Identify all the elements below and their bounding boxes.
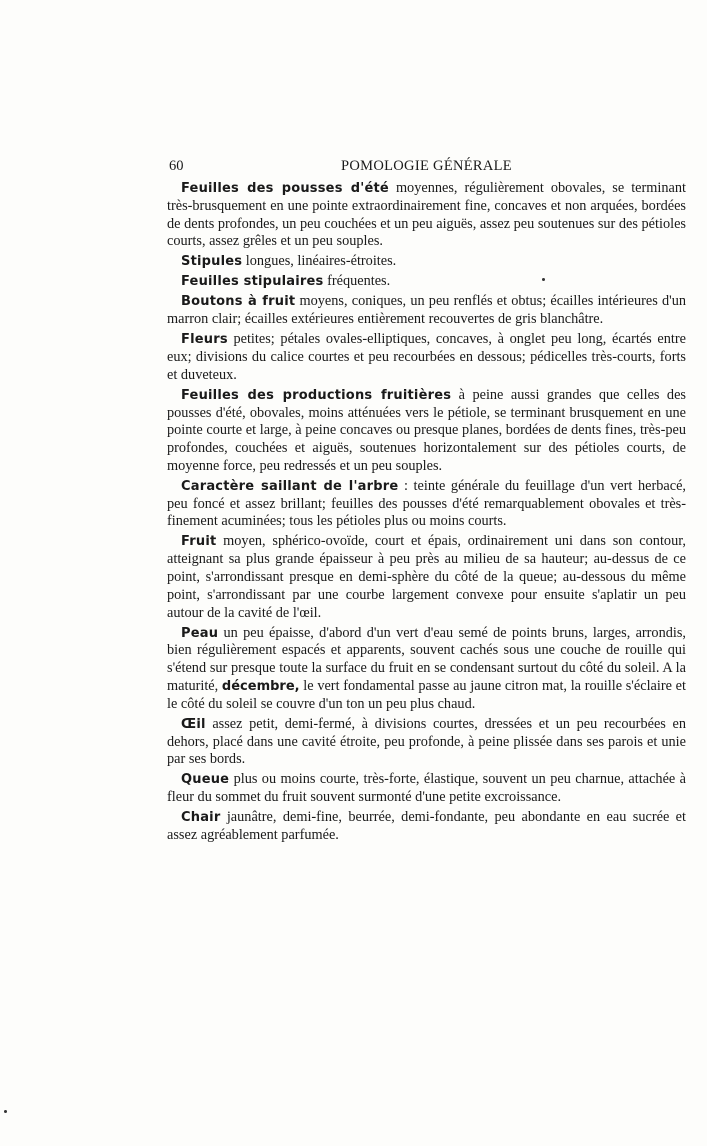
paragraph-text: plus ou moins courte, très-forte, élastique, souvent un peu charnue, attachée à fleur du sommet du fruit souvent surmonté d'une petite excroissance. xyxy=(167,771,686,806)
paragraph-lead: Feuilles stipulaires xyxy=(181,274,324,290)
maturity-month: décembre, xyxy=(221,679,300,695)
paragraph-lead: Caractère saillant de l'arbre xyxy=(181,478,399,494)
paragraph-text-after: le vert fondamental passe au jaune citron mat, la rouille s'éclaire et le côté du soleil se couvre d'un ton un peu plus chaud. xyxy=(167,678,686,712)
paragraph-peau xyxy=(167,625,686,714)
paragraph-lead: Œil xyxy=(181,716,206,732)
paragraph-boutons xyxy=(167,293,686,329)
paragraph-fruit xyxy=(167,533,686,622)
paragraph-fleurs xyxy=(167,331,686,384)
paragraph-text: petites; pétales ovales-elliptiques, concaves, à onglet peu long, écartés entre eux; divisions du calice courtes et peu recourbées en dessous; pédicelles très-courts, forts et duveteux. xyxy=(167,331,686,383)
paragraph-text: moyens, coniques, un peu renflés et obtus; écailles intérieures d'un marron clair; écailles extérieures entièrement recouvertes de gris blanchâtre. xyxy=(167,293,686,328)
page-number: 60 xyxy=(169,158,184,174)
paragraph-text: longues, linéaires-étroites. xyxy=(242,253,397,270)
paragraph-lead: Chair xyxy=(181,810,221,826)
paragraph-text: à peine aussi grandes que celles des pousses d'été, obovales, moins atténuées vers le pétiole, se terminant brusquement en une pointe courte et large, à peine concaves ou presque planes, bordées de dents fines, très-peu profondes, couchées et aiguës, soutenues horizontalement sur des pétioles courts, de moyenne force, peu redressés et un peu souples. xyxy=(167,386,686,474)
paragraph-lead: Feuilles des productions fruitières xyxy=(181,387,452,403)
paragraph-text: moyen, sphérico-ovoïde, court et épais, ordinairement uni dans son contour, atteignant sa plus grande épaisseur à peu près au milieu de sa hauteur; au-dessus de ce point, s'arrondissant presque en demi-sphère du côté de la queue; au-dessous du même point, s'arrondissant par une courbe largement convexe pour ensuite s'aplatir un peu autour de la cavité de l'œil. xyxy=(167,533,686,621)
paragraph-caractere xyxy=(167,478,686,531)
paragraph-lead: Fruit xyxy=(181,534,217,550)
paragraph-feuilles-stipulaires xyxy=(167,273,686,291)
paragraph-oeil xyxy=(167,716,686,769)
paragraph-lead: Boutons à fruit xyxy=(181,294,296,310)
paragraph-chair xyxy=(167,809,686,845)
paragraph-feuilles-pousses xyxy=(167,180,686,251)
page-body xyxy=(167,180,686,847)
page-header xyxy=(167,158,686,178)
paragraph-lead: Feuilles des pousses d'été xyxy=(181,181,389,196)
paragraph-lead: Stipules xyxy=(181,254,243,270)
paragraph-feuilles-productions xyxy=(167,387,686,476)
paragraph-text: un peu épaisse, d'abord d'un vert d'eau semé de points bruns, larges, arrondis, bien régulièrement espacés et apparents, souvent cachés sous une couche de rouille qui s'étend sur presque toute la surface du fruit en se condensant surtout du côté du soleil. A la maturité, xyxy=(167,624,686,695)
running-title: POMOLOGIE GÉNÉRALE xyxy=(341,158,512,174)
paragraph-text: moyennes, régulièrement obovales, se terminant très-brusquement en une pointe extraordinairement fine, concaves et non arquées, bordées de dents profondes, un peu couchées et un peu aiguës, assez peu soutenues sur des pétioles courts, assez grêles et un peu souples. xyxy=(167,180,686,250)
paragraph-queue xyxy=(167,771,686,807)
scan-speck xyxy=(4,1110,7,1113)
paragraph-lead: Peau xyxy=(181,625,219,641)
paragraph-text: jaunâtre, demi-fine, beurrée, demi-fondante, peu abondante en eau sucrée et assez agréablement parfumée. xyxy=(167,809,686,843)
paragraph-text: : teinte générale du feuillage d'un vert herbacé, peu foncé et assez brillant; feuilles des pousses d'été remarquablement obovales et très-finement acuminées; tous les pétioles plus ou moins courts. xyxy=(167,477,686,530)
paragraph-text: assez petit, demi-fermé, à divisions courtes, dressées et un peu recourbées en dehors, placé dans une cavité étroite, peu profonde, à peine plissée dans ses parois et unie par ses bords. xyxy=(167,715,686,768)
paragraph-lead: Fleurs xyxy=(181,332,228,348)
scan-speck xyxy=(542,278,545,281)
paragraph-lead: Queue xyxy=(181,772,230,788)
paragraph-stipules xyxy=(167,253,686,271)
paragraph-text: fréquentes. xyxy=(323,273,391,290)
